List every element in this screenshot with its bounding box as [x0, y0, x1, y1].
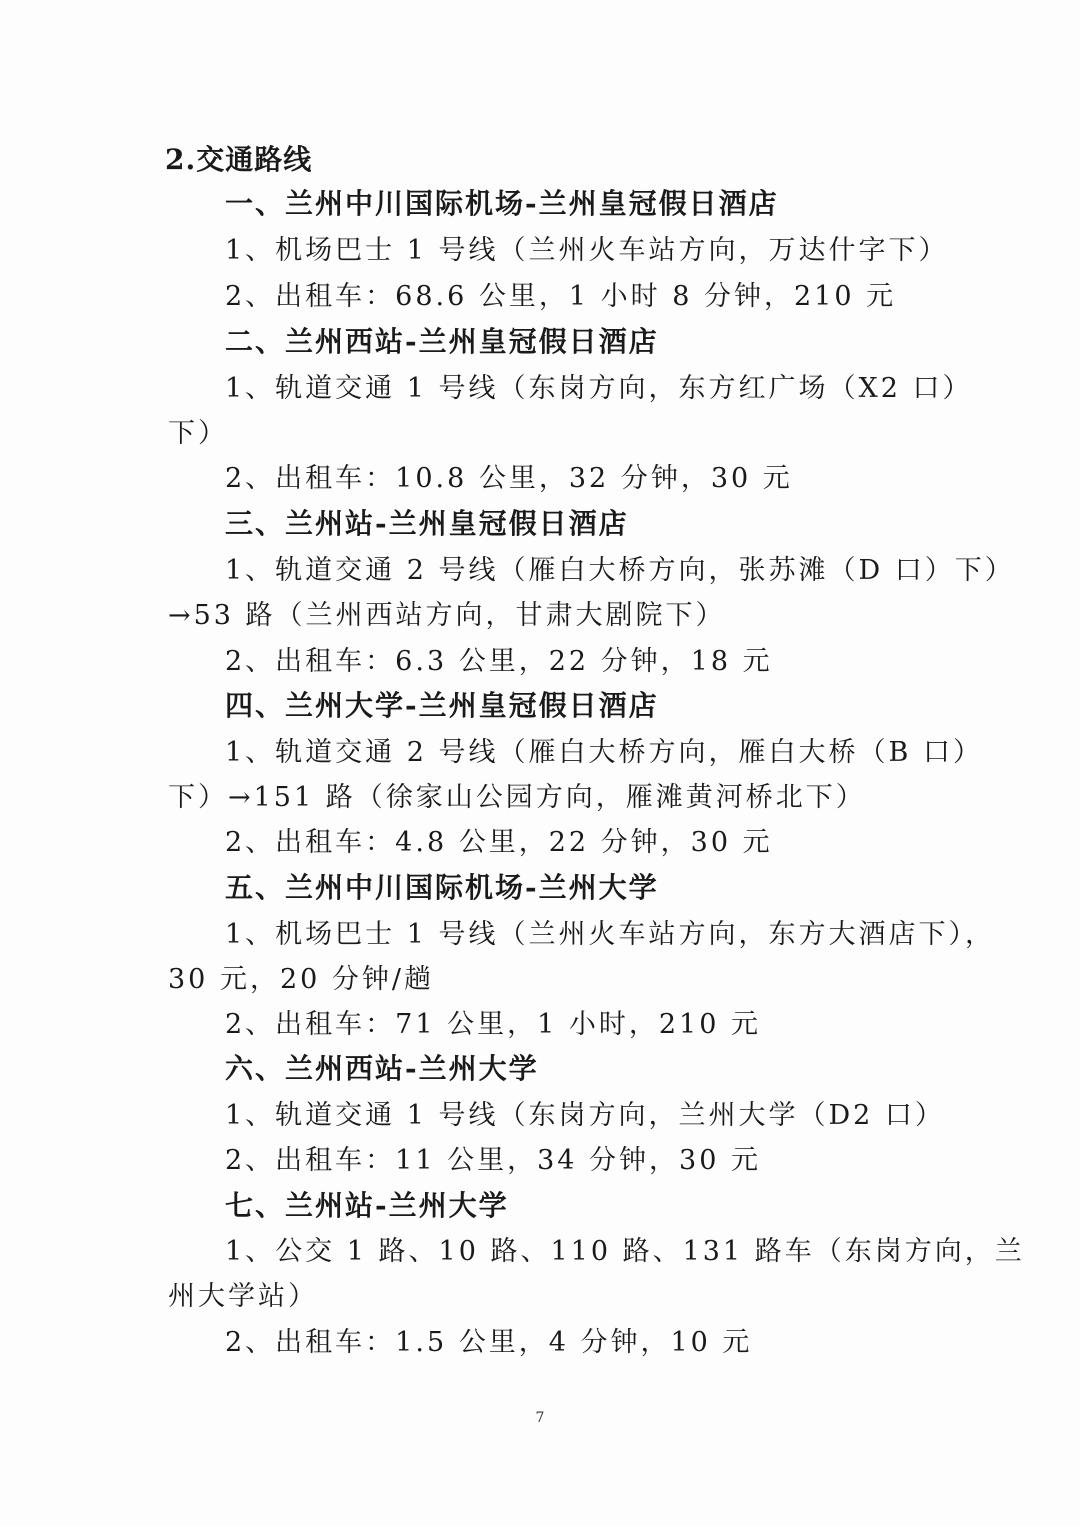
route-line: 2、出租车：68.6 公里，1 小时 8 分钟，210 元: [225, 281, 897, 312]
route-heading: 七、兰州站-兰州大学: [225, 1189, 509, 1222]
route-line: 1、轨道交通 1 号线（东岗方向，东方红广场（X2 口）: [225, 373, 973, 404]
route-line: 1、轨道交通 2 号线（雁白大桥方向，张苏滩（D 口）下）: [225, 555, 1015, 586]
route-line: 1、轨道交通 2 号线（雁白大桥方向，雁白大桥（B 口）: [225, 737, 983, 768]
route-line-continuation: 下）: [168, 418, 228, 449]
route-line-continuation: →53 路（兰州西站方向，甘肃大剧院下）: [168, 600, 726, 631]
route-heading: 四、兰州大学-兰州皇冠假日酒店: [225, 689, 659, 722]
section-title: 2.交通路线: [165, 143, 313, 176]
route-line: 2、出租车：1.5 公里，4 分钟，10 元: [225, 1327, 753, 1358]
page-number: 7: [535, 1410, 545, 1426]
route-line: 1、机场巴士 1 号线（兰州火车站方向，东方大酒店下），: [225, 919, 996, 950]
route-line: 1、轨道交通 1 号线（东岗方向，兰州大学（D2 口）: [225, 1100, 945, 1131]
route-line: 2、出租车：71 公里，1 小时，210 元: [225, 1009, 761, 1040]
route-heading: 五、兰州中川国际机场-兰州大学: [225, 871, 659, 904]
route-line-continuation: 下）→151 路（徐家山公园方向，雁滩黄河桥北下）: [168, 782, 866, 813]
route-line-continuation: 州大学站）: [168, 1281, 318, 1312]
route-heading: 一、兰州中川国际机场-兰州皇冠假日酒店: [225, 187, 779, 220]
route-heading: 六、兰州西站-兰州大学: [225, 1052, 539, 1085]
route-line-continuation: 30 元，20 分钟/趟: [168, 964, 434, 995]
route-heading: 二、兰州西站-兰州皇冠假日酒店: [225, 325, 659, 358]
route-line: 2、出租车：6.3 公里，22 分钟，18 元: [225, 646, 773, 677]
route-line: 1、公交 1 路、10 路、110 路、131 路车（东岗方向，兰: [225, 1236, 1025, 1267]
route-line: 1、机场巴士 1 号线（兰州火车站方向，万达什字下）: [225, 235, 949, 266]
route-line: 2、出租车：4.8 公里，22 分钟，30 元: [225, 827, 773, 858]
route-heading: 三、兰州站-兰州皇冠假日酒店: [225, 507, 629, 540]
route-line: 2、出租车：11 公里，34 分钟，30 元: [225, 1145, 761, 1176]
route-line: 2、出租车：10.8 公里，32 分钟，30 元: [225, 463, 793, 494]
